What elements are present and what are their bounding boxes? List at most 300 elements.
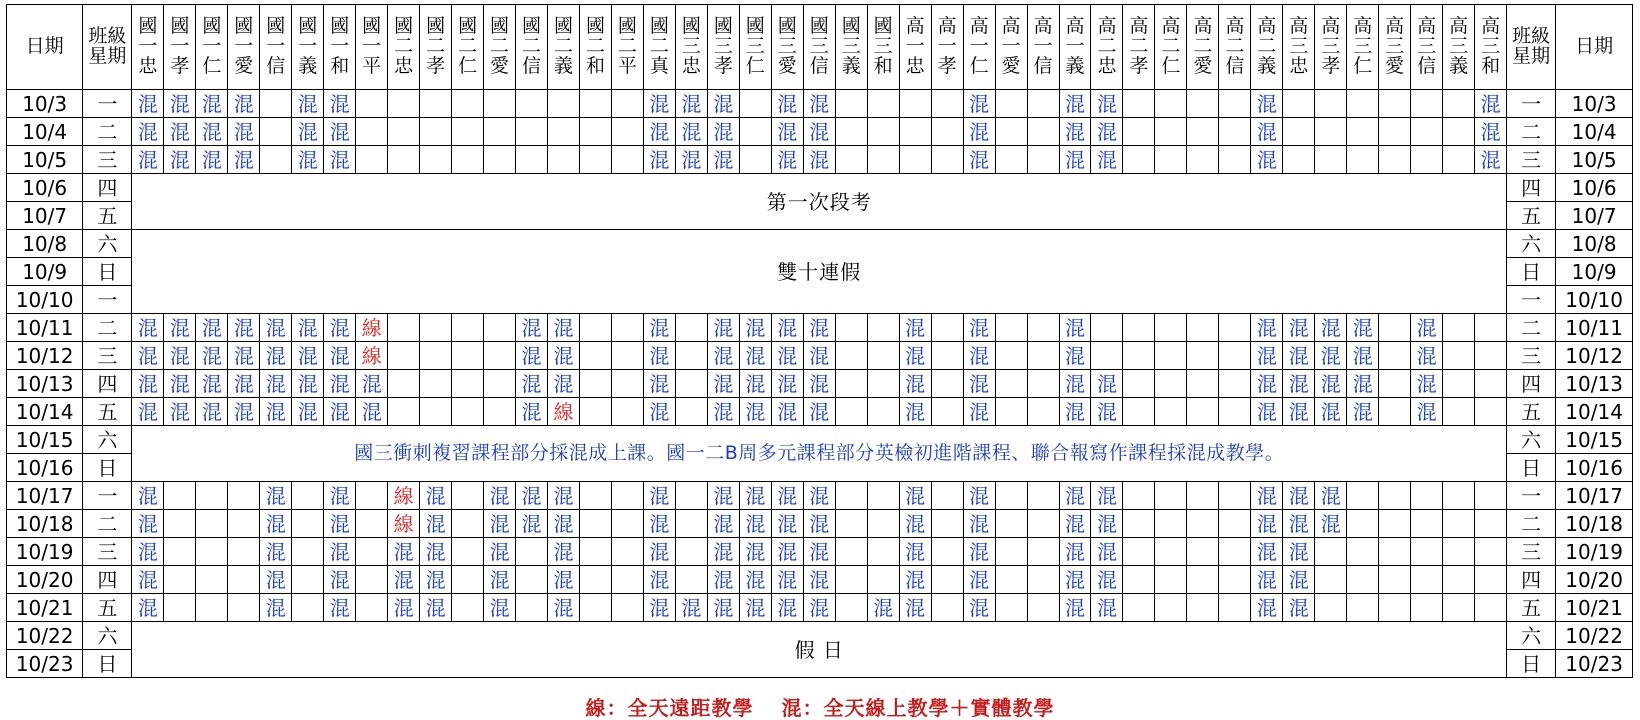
mark-cell: 混 bbox=[963, 90, 995, 118]
mark-cell bbox=[899, 118, 931, 146]
mark-cell bbox=[835, 90, 867, 118]
mark-cell bbox=[548, 90, 580, 118]
mark-cell bbox=[1123, 90, 1155, 118]
mark-cell bbox=[1347, 594, 1379, 622]
mark-cell: 混 bbox=[1347, 370, 1379, 398]
mark-cell bbox=[1219, 594, 1251, 622]
date-cell: 10/14 bbox=[7, 398, 83, 426]
mark-cell bbox=[1027, 146, 1059, 174]
mark-cell bbox=[1027, 342, 1059, 370]
date-cell: 10/4 bbox=[7, 118, 83, 146]
mark-cell bbox=[1379, 314, 1411, 342]
mark-cell bbox=[1155, 118, 1187, 146]
mark-cell bbox=[420, 342, 452, 370]
mark-cell bbox=[164, 510, 196, 538]
mark-cell bbox=[675, 370, 707, 398]
class-header: 高一仁 bbox=[963, 5, 995, 90]
mark-cell: 混 bbox=[164, 90, 196, 118]
mark-cell: 混 bbox=[1091, 146, 1123, 174]
date-cell-right: 10/22 bbox=[1556, 622, 1633, 650]
mark-cell bbox=[579, 538, 611, 566]
mark-cell bbox=[1155, 314, 1187, 342]
mark-cell bbox=[1155, 538, 1187, 566]
class-weekday-header-right: 班級 星期 bbox=[1507, 5, 1556, 90]
mark-cell bbox=[1475, 314, 1507, 342]
date-cell-right: 10/6 bbox=[1556, 174, 1633, 202]
mark-cell: 混 bbox=[963, 314, 995, 342]
mark-cell bbox=[1187, 510, 1219, 538]
mark-cell: 混 bbox=[771, 90, 803, 118]
mark-cell bbox=[867, 538, 899, 566]
date-cell-right: 10/19 bbox=[1556, 538, 1633, 566]
mark-cell: 混 bbox=[1091, 398, 1123, 426]
mark-cell bbox=[1411, 594, 1443, 622]
mark-cell: 混 bbox=[707, 90, 739, 118]
mark-cell bbox=[1315, 566, 1347, 594]
mark-cell bbox=[995, 482, 1027, 510]
mark-cell: 混 bbox=[356, 398, 388, 426]
mark-cell: 混 bbox=[1059, 398, 1091, 426]
mark-cell bbox=[995, 370, 1027, 398]
date-cell-right: 10/12 bbox=[1556, 342, 1633, 370]
weekday-cell: 六 bbox=[83, 230, 132, 258]
mark-cell bbox=[739, 118, 771, 146]
mark-cell: 混 bbox=[196, 146, 228, 174]
mark-cell: 混 bbox=[1059, 370, 1091, 398]
mark-cell bbox=[995, 566, 1027, 594]
mark-cell bbox=[1187, 90, 1219, 118]
mark-cell bbox=[260, 146, 292, 174]
table-row bbox=[7, 538, 1633, 566]
mark-cell: 混 bbox=[899, 566, 931, 594]
mark-cell bbox=[1123, 314, 1155, 342]
mark-cell: 混 bbox=[388, 538, 420, 566]
date-cell: 10/15 bbox=[7, 426, 83, 454]
mark-cell: 混 bbox=[548, 538, 580, 566]
mark-cell bbox=[1443, 370, 1475, 398]
mark-cell: 混 bbox=[643, 146, 675, 174]
mark-cell bbox=[931, 90, 963, 118]
mark-cell: 混 bbox=[899, 482, 931, 510]
mark-cell: 混 bbox=[516, 510, 548, 538]
mark-cell: 混 bbox=[228, 370, 260, 398]
mark-cell bbox=[516, 566, 548, 594]
mark-cell bbox=[1187, 538, 1219, 566]
mark-cell bbox=[931, 342, 963, 370]
mark-cell bbox=[1475, 398, 1507, 426]
mark-cell: 線 bbox=[388, 510, 420, 538]
mark-cell: 混 bbox=[548, 566, 580, 594]
mark-cell bbox=[611, 482, 643, 510]
mark-cell bbox=[420, 118, 452, 146]
mark-cell bbox=[1123, 482, 1155, 510]
mark-cell bbox=[579, 566, 611, 594]
mark-cell bbox=[1027, 594, 1059, 622]
mark-cell bbox=[1411, 90, 1443, 118]
mark-cell bbox=[1475, 538, 1507, 566]
mark-cell: 混 bbox=[132, 342, 164, 370]
weekday-cell-right: 二 bbox=[1507, 510, 1556, 538]
mark-cell: 混 bbox=[196, 342, 228, 370]
mark-cell bbox=[611, 342, 643, 370]
mark-cell: 混 bbox=[707, 118, 739, 146]
mark-cell bbox=[1347, 118, 1379, 146]
mark-cell: 混 bbox=[1251, 482, 1283, 510]
mark-cell bbox=[579, 510, 611, 538]
weekday-cell-right: 日 bbox=[1507, 650, 1556, 678]
mark-cell: 混 bbox=[1283, 566, 1315, 594]
mark-cell bbox=[931, 510, 963, 538]
weekday-cell-right: 一 bbox=[1507, 482, 1556, 510]
mark-cell: 混 bbox=[1283, 398, 1315, 426]
class-header: 高一愛 bbox=[995, 5, 1027, 90]
mark-cell: 混 bbox=[228, 118, 260, 146]
mark-cell: 混 bbox=[1251, 538, 1283, 566]
table-row bbox=[7, 90, 1633, 118]
mark-cell: 混 bbox=[1251, 594, 1283, 622]
mark-cell bbox=[1155, 482, 1187, 510]
date-cell: 10/10 bbox=[7, 286, 83, 314]
mark-cell bbox=[388, 118, 420, 146]
mark-cell bbox=[899, 146, 931, 174]
mark-cell: 混 bbox=[260, 342, 292, 370]
mark-cell: 混 bbox=[292, 146, 324, 174]
mark-cell bbox=[1027, 370, 1059, 398]
mark-cell: 混 bbox=[643, 482, 675, 510]
mark-cell: 混 bbox=[1411, 398, 1443, 426]
mark-cell bbox=[1379, 566, 1411, 594]
weekday-cell: 六 bbox=[83, 426, 132, 454]
mark-cell: 混 bbox=[1315, 342, 1347, 370]
mark-cell: 混 bbox=[484, 510, 516, 538]
mark-cell: 混 bbox=[324, 482, 356, 510]
weekday-cell-right: 日 bbox=[1507, 454, 1556, 482]
class-header: 國三孝 bbox=[707, 5, 739, 90]
mark-cell bbox=[1155, 342, 1187, 370]
mark-cell bbox=[579, 314, 611, 342]
mark-cell: 混 bbox=[1091, 594, 1123, 622]
date-cell-right: 10/8 bbox=[1556, 230, 1633, 258]
mark-cell: 混 bbox=[548, 370, 580, 398]
weekday-cell-right: 一 bbox=[1507, 90, 1556, 118]
mark-cell bbox=[516, 90, 548, 118]
mark-cell: 混 bbox=[548, 342, 580, 370]
mark-cell: 混 bbox=[803, 510, 835, 538]
mark-cell: 混 bbox=[1411, 370, 1443, 398]
mark-cell bbox=[1123, 118, 1155, 146]
mark-cell: 混 bbox=[548, 510, 580, 538]
date-cell: 10/7 bbox=[7, 202, 83, 230]
mark-cell bbox=[548, 118, 580, 146]
class-header: 國一愛 bbox=[228, 5, 260, 90]
mark-cell bbox=[388, 90, 420, 118]
mark-cell bbox=[452, 146, 484, 174]
mark-cell: 混 bbox=[260, 482, 292, 510]
mark-cell: 混 bbox=[739, 342, 771, 370]
date-cell-right: 10/11 bbox=[1556, 314, 1633, 342]
mark-cell: 混 bbox=[324, 146, 356, 174]
mark-cell bbox=[931, 146, 963, 174]
mark-cell: 混 bbox=[420, 594, 452, 622]
mark-cell: 混 bbox=[260, 594, 292, 622]
date-cell: 10/12 bbox=[7, 342, 83, 370]
mark-cell bbox=[1027, 90, 1059, 118]
weekday-cell-right: 二 bbox=[1507, 314, 1556, 342]
mark-cell: 混 bbox=[1475, 146, 1507, 174]
mark-cell bbox=[611, 370, 643, 398]
table-row bbox=[7, 482, 1633, 510]
mark-cell bbox=[1443, 314, 1475, 342]
mark-cell: 混 bbox=[1475, 118, 1507, 146]
weekday-cell-right: 三 bbox=[1507, 342, 1556, 370]
weekday-cell: 六 bbox=[83, 622, 132, 650]
mark-cell bbox=[1379, 342, 1411, 370]
mark-cell bbox=[611, 566, 643, 594]
mark-cell: 線 bbox=[548, 398, 580, 426]
mark-cell: 混 bbox=[771, 342, 803, 370]
mark-cell: 混 bbox=[899, 398, 931, 426]
mark-cell bbox=[1411, 538, 1443, 566]
mark-cell bbox=[1379, 118, 1411, 146]
class-header: 國三義 bbox=[835, 5, 867, 90]
mark-cell: 混 bbox=[132, 594, 164, 622]
mark-cell: 混 bbox=[292, 118, 324, 146]
mark-cell bbox=[867, 510, 899, 538]
date-cell-right: 10/4 bbox=[1556, 118, 1633, 146]
date-cell: 10/13 bbox=[7, 370, 83, 398]
mark-cell: 混 bbox=[643, 538, 675, 566]
mark-cell: 混 bbox=[803, 146, 835, 174]
mark-cell bbox=[1219, 342, 1251, 370]
mark-cell bbox=[356, 566, 388, 594]
mark-cell: 混 bbox=[643, 90, 675, 118]
mark-cell: 混 bbox=[324, 566, 356, 594]
mark-cell bbox=[1187, 398, 1219, 426]
mark-cell: 混 bbox=[771, 146, 803, 174]
class-header: 國二平 bbox=[611, 5, 643, 90]
mark-cell: 混 bbox=[260, 510, 292, 538]
mark-cell: 混 bbox=[1091, 90, 1123, 118]
mark-cell bbox=[516, 146, 548, 174]
mark-cell bbox=[867, 90, 899, 118]
mark-cell bbox=[356, 146, 388, 174]
weekday-cell-right: 五 bbox=[1507, 398, 1556, 426]
table-row bbox=[7, 566, 1633, 594]
mark-cell: 混 bbox=[803, 314, 835, 342]
mark-cell: 混 bbox=[164, 370, 196, 398]
mark-cell: 混 bbox=[196, 398, 228, 426]
weekday-cell: 日 bbox=[83, 650, 132, 678]
date-cell-right: 10/10 bbox=[1556, 286, 1633, 314]
mark-cell bbox=[1155, 90, 1187, 118]
class-header: 國二忠 bbox=[388, 5, 420, 90]
mark-cell bbox=[1123, 370, 1155, 398]
mark-cell bbox=[931, 398, 963, 426]
mark-cell bbox=[452, 314, 484, 342]
mark-cell: 混 bbox=[1251, 118, 1283, 146]
mark-cell bbox=[484, 342, 516, 370]
mark-cell: 混 bbox=[196, 90, 228, 118]
class-header: 國二仁 bbox=[452, 5, 484, 90]
mark-cell: 混 bbox=[164, 342, 196, 370]
table-row bbox=[7, 426, 1633, 454]
mark-cell bbox=[835, 314, 867, 342]
mark-cell: 混 bbox=[196, 314, 228, 342]
mark-cell: 混 bbox=[643, 398, 675, 426]
mark-cell bbox=[356, 90, 388, 118]
mark-cell: 混 bbox=[484, 566, 516, 594]
weekday-cell-right: 一 bbox=[1507, 286, 1556, 314]
mark-cell: 混 bbox=[675, 146, 707, 174]
mark-cell: 混 bbox=[1347, 398, 1379, 426]
date-cell: 10/3 bbox=[7, 90, 83, 118]
mark-cell bbox=[1027, 566, 1059, 594]
mark-cell bbox=[516, 594, 548, 622]
mark-cell: 混 bbox=[164, 398, 196, 426]
date-cell-right: 10/23 bbox=[1556, 650, 1633, 678]
mark-cell bbox=[835, 510, 867, 538]
class-header: 國二義 bbox=[548, 5, 580, 90]
mark-cell: 混 bbox=[484, 594, 516, 622]
weekday-cell: 二 bbox=[83, 314, 132, 342]
weekday-cell-right: 四 bbox=[1507, 370, 1556, 398]
mark-cell: 混 bbox=[771, 538, 803, 566]
mark-cell: 混 bbox=[707, 342, 739, 370]
mark-cell bbox=[1443, 398, 1475, 426]
mark-cell: 混 bbox=[1283, 370, 1315, 398]
mark-cell bbox=[931, 594, 963, 622]
mark-cell bbox=[228, 482, 260, 510]
mark-cell: 混 bbox=[739, 538, 771, 566]
weekday-cell: 五 bbox=[83, 202, 132, 230]
class-header: 高三愛 bbox=[1379, 5, 1411, 90]
mark-cell: 混 bbox=[228, 146, 260, 174]
mark-cell bbox=[1123, 510, 1155, 538]
mark-cell: 混 bbox=[771, 510, 803, 538]
mark-cell bbox=[835, 566, 867, 594]
notice-cell: 第一次段考 bbox=[132, 174, 1507, 230]
mark-cell: 混 bbox=[771, 118, 803, 146]
mark-cell: 混 bbox=[484, 538, 516, 566]
mark-cell: 混 bbox=[132, 566, 164, 594]
mark-cell: 混 bbox=[707, 146, 739, 174]
mark-cell: 混 bbox=[1251, 370, 1283, 398]
mark-cell: 混 bbox=[899, 314, 931, 342]
mark-cell bbox=[867, 314, 899, 342]
date-cell-right: 10/5 bbox=[1556, 146, 1633, 174]
weekday-cell: 三 bbox=[83, 146, 132, 174]
mark-cell bbox=[1219, 90, 1251, 118]
mark-cell: 混 bbox=[803, 370, 835, 398]
mark-cell bbox=[292, 510, 324, 538]
mark-cell bbox=[835, 594, 867, 622]
weekday-cell: 一 bbox=[83, 482, 132, 510]
mark-cell bbox=[611, 146, 643, 174]
mark-cell bbox=[835, 342, 867, 370]
mark-cell bbox=[675, 314, 707, 342]
mark-cell bbox=[995, 146, 1027, 174]
mark-cell: 混 bbox=[260, 398, 292, 426]
mark-cell: 混 bbox=[643, 566, 675, 594]
mark-cell bbox=[1411, 566, 1443, 594]
mark-cell bbox=[1411, 510, 1443, 538]
mark-cell bbox=[1283, 146, 1315, 174]
mark-cell: 混 bbox=[739, 370, 771, 398]
mark-cell bbox=[611, 118, 643, 146]
mark-cell bbox=[835, 370, 867, 398]
mark-cell: 混 bbox=[739, 594, 771, 622]
mark-cell bbox=[1027, 482, 1059, 510]
weekday-cell-right: 三 bbox=[1507, 538, 1556, 566]
mark-cell bbox=[1443, 510, 1475, 538]
class-header: 高三義 bbox=[1443, 5, 1475, 90]
mark-cell bbox=[516, 118, 548, 146]
date-cell: 10/19 bbox=[7, 538, 83, 566]
mark-cell: 混 bbox=[548, 594, 580, 622]
mark-cell: 混 bbox=[771, 398, 803, 426]
mark-cell bbox=[579, 342, 611, 370]
mark-cell bbox=[196, 594, 228, 622]
mark-cell: 混 bbox=[643, 118, 675, 146]
mark-cell bbox=[1219, 146, 1251, 174]
class-header: 高一義 bbox=[1059, 5, 1091, 90]
mark-cell: 混 bbox=[803, 594, 835, 622]
mark-cell: 混 bbox=[1283, 342, 1315, 370]
mark-cell: 混 bbox=[1475, 90, 1507, 118]
mark-cell bbox=[1027, 314, 1059, 342]
date-cell-right: 10/14 bbox=[1556, 398, 1633, 426]
mark-cell: 混 bbox=[707, 398, 739, 426]
table-row bbox=[7, 370, 1633, 398]
class-header: 高二信 bbox=[1219, 5, 1251, 90]
notice-cell: 雙十連假 bbox=[132, 230, 1507, 314]
mark-cell: 混 bbox=[963, 118, 995, 146]
legend-xian: 線：全天遠距教學 bbox=[585, 696, 754, 720]
weekday-cell-right: 二 bbox=[1507, 118, 1556, 146]
mark-cell: 混 bbox=[771, 314, 803, 342]
mark-cell: 混 bbox=[1091, 510, 1123, 538]
mark-cell: 混 bbox=[1059, 482, 1091, 510]
mark-cell bbox=[1379, 146, 1411, 174]
mark-cell bbox=[931, 538, 963, 566]
mark-cell bbox=[228, 594, 260, 622]
mark-cell: 混 bbox=[643, 314, 675, 342]
mark-cell bbox=[260, 118, 292, 146]
mark-cell bbox=[675, 538, 707, 566]
date-cell-right: 10/9 bbox=[1556, 258, 1633, 286]
mark-cell: 混 bbox=[707, 594, 739, 622]
mark-cell bbox=[1155, 566, 1187, 594]
table-row bbox=[7, 146, 1633, 174]
mark-cell bbox=[228, 538, 260, 566]
mark-cell bbox=[675, 398, 707, 426]
mark-cell: 混 bbox=[1283, 510, 1315, 538]
class-header: 高三仁 bbox=[1347, 5, 1379, 90]
mark-cell bbox=[1475, 342, 1507, 370]
mark-cell bbox=[228, 510, 260, 538]
class-header: 國三信 bbox=[803, 5, 835, 90]
mark-cell bbox=[1155, 146, 1187, 174]
date-header: 日期 bbox=[7, 5, 83, 90]
date-cell: 10/9 bbox=[7, 258, 83, 286]
mark-cell bbox=[579, 90, 611, 118]
mark-cell: 混 bbox=[548, 482, 580, 510]
mark-cell bbox=[835, 118, 867, 146]
weekday-cell: 日 bbox=[83, 258, 132, 286]
mark-cell: 混 bbox=[1347, 342, 1379, 370]
mark-cell: 線 bbox=[356, 314, 388, 342]
mark-cell bbox=[452, 398, 484, 426]
